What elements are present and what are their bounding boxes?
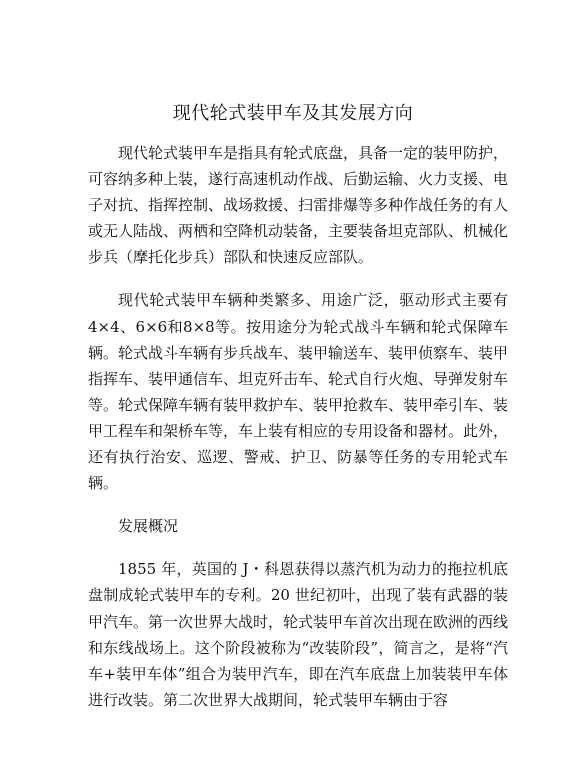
body-paragraph: 1855 年，英国的 J・科恩获得以蒸汽机为动力的拖拉机底盘制成轮式装甲车的专利。20 世纪初叶，出现了装有武器的装甲汽车。第一次世界大战时，轮式装甲车首次出现在欧洲的西线和东线战场上。这个阶段被称为“改装阶段”，简言之，是将“汽车+装甲车体”组合为装甲汽车，即在汽车底盘上加装装甲车体进行改装。第二次世界大战期间，轮式装甲车辆由于容 bbox=[88, 560, 509, 709]
body-paragraph: 现代轮式装甲车辆种类繁多、用途广泛，驱动形式主要有4×4、6×6和8×8等。按用途分为轮式战斗车辆和轮式保障车辆。轮式战斗车辆有步兵战车、装甲输送车、装甲侦察车、装甲指挥车、装甲通信车、坦克歼击车、轮式自行火炮、导弹发射车等。轮式保障车辆有装甲救护车、装甲抢救车、装甲牵引车、装甲工程车和架桥车等，车上装有相应的专用设备和器材。此外，还有执行治安、巡逻、警戒、护卫、防暴等任务的专用轮式车辆。 bbox=[88, 291, 509, 493]
section-heading: 发展概况 bbox=[118, 517, 179, 536]
body-paragraph: 现代轮式装甲车是指具有轮式底盘，具备一定的装甲防护，可容纳多种上装，遂行高速机动作战、后勤运输、火力支援、电子对抗、指挥控制、战场救援、扫雷排爆等多种作战任务的有人或无人陆战、两栖和空降机动装备，主要装备坦克部队、机械化步兵（摩托化步兵）部队和快速反应部队。 bbox=[88, 144, 509, 267]
document-body bbox=[88, 140, 508, 730]
document-title: 现代轮式装甲车及其发展方向 bbox=[172, 103, 414, 124]
